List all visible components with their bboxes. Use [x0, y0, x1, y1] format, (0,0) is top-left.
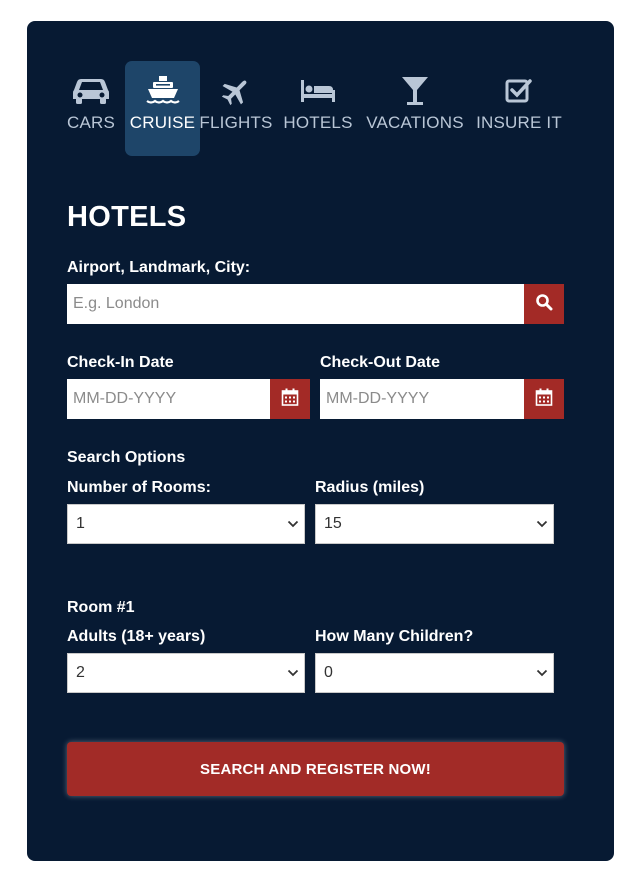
radius-value: 15: [324, 515, 342, 532]
location-input[interactable]: [67, 284, 524, 324]
search-options-heading: Search Options: [67, 449, 186, 466]
calendar-icon: [281, 388, 299, 411]
radius-label: Radius (miles): [315, 479, 425, 496]
checkout-calendar-button[interactable]: [524, 379, 564, 419]
adults-label: Adults (18+ years): [67, 628, 206, 645]
checkin-label: Check-In Date: [67, 354, 174, 371]
children-label: How Many Children?: [315, 628, 474, 645]
rooms-value: 1: [76, 515, 85, 532]
plane-icon: [221, 73, 251, 109]
submit-label: SEARCH AND REGISTER NOW!: [200, 760, 431, 778]
checkout-input[interactable]: [320, 379, 524, 419]
tab-label: INSURE IT: [476, 113, 562, 132]
calendar-icon: [535, 388, 553, 411]
tab-flights[interactable]: [199, 61, 273, 156]
car-icon: [73, 73, 109, 109]
form-title: HOTELS: [67, 201, 187, 233]
rooms-label: Number of Rooms:: [67, 479, 211, 496]
tab-insure-it[interactable]: [476, 61, 562, 156]
search-icon: [535, 293, 553, 316]
checkin-input[interactable]: [67, 379, 270, 419]
search-register-button[interactable]: [67, 742, 564, 796]
tab-label: CARS: [66, 113, 116, 132]
children-value: 0: [324, 664, 333, 681]
chevron-down-icon: [284, 520, 302, 528]
tab-label: FLIGHTS: [199, 113, 273, 132]
ship-icon: [145, 73, 181, 109]
checkbox-icon: [504, 73, 534, 109]
rooms-select[interactable]: [67, 504, 305, 544]
tab-label: HOTELS: [283, 113, 353, 132]
location-label: Airport, Landmark, City:: [67, 259, 251, 276]
children-select[interactable]: [315, 653, 554, 693]
tab-hotels[interactable]: [285, 61, 351, 156]
tab-cars[interactable]: [65, 61, 117, 156]
chevron-down-icon: [533, 669, 551, 677]
tab-label: CRUISE: [129, 113, 196, 132]
chevron-down-icon: [284, 669, 302, 677]
tab-vacations[interactable]: [367, 61, 463, 156]
checkin-field: [67, 379, 310, 419]
adults-select[interactable]: [67, 653, 305, 693]
location-field: [67, 284, 564, 324]
room-heading: Room #1: [67, 599, 135, 616]
tab-label: VACATIONS: [366, 113, 464, 132]
radius-select[interactable]: [315, 504, 554, 544]
chevron-down-icon: [533, 520, 551, 528]
adults-value: 2: [76, 664, 85, 681]
checkout-label: Check-Out Date: [320, 354, 441, 371]
checkout-field: [320, 379, 564, 419]
cocktail-icon: [400, 73, 430, 109]
tab-cruise[interactable]: [125, 61, 200, 156]
checkin-calendar-button[interactable]: [270, 379, 310, 419]
search-button[interactable]: [524, 284, 564, 324]
bed-icon: [300, 73, 336, 109]
booking-panel: [27, 21, 614, 861]
